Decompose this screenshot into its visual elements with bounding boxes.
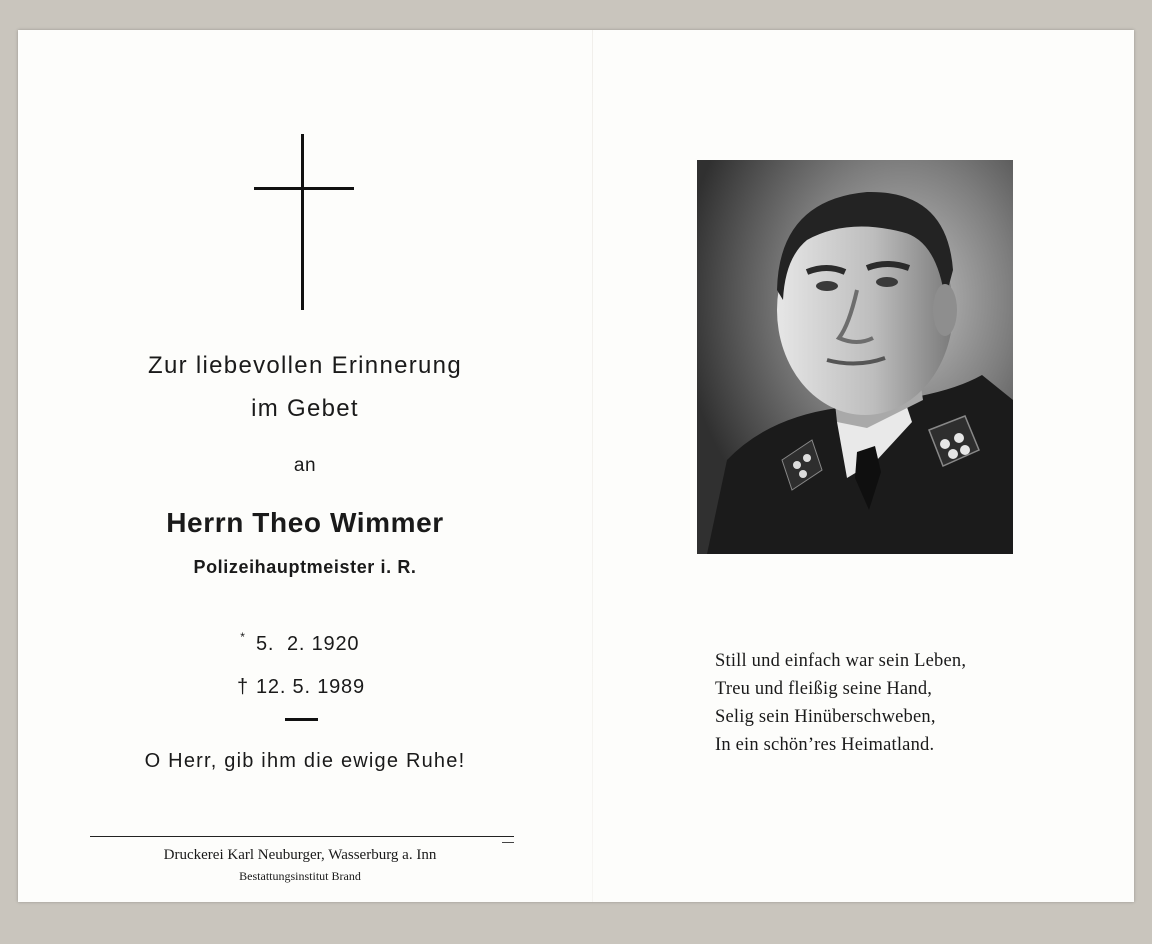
birth-date-row xyxy=(230,623,365,666)
death-date-row xyxy=(230,666,365,709)
to-line: an xyxy=(293,455,317,476)
birth-date: 5. 2. 1920 xyxy=(256,633,360,655)
poem-line: Treu und fleißig seine Hand, xyxy=(715,679,933,699)
portrait-illustration xyxy=(697,160,1013,554)
poem-line: Selig sein Hinüberschweben, xyxy=(715,707,936,727)
portrait-photo xyxy=(697,160,1013,554)
prayer-line: im Gebet xyxy=(251,395,359,422)
poem xyxy=(715,647,966,759)
poem-line: Still und einfach war sein Leben, xyxy=(715,651,967,671)
footer-rule xyxy=(90,836,514,837)
death-date: 12. 5. 1989 xyxy=(256,676,365,698)
printer-credit: Druckerei Karl Neuburger, Wasserburg a. Inn xyxy=(163,847,437,863)
death-dagger-icon: † xyxy=(237,676,249,698)
latin-cross-icon xyxy=(254,134,354,310)
poem-line: In ein schön’res Heimatland. xyxy=(715,735,935,755)
deceased-name: Herrn Theo Wimmer xyxy=(166,507,444,538)
birth-star-icon: * xyxy=(240,629,246,644)
deceased-rank: Polizeihauptmeister i. R. xyxy=(193,557,417,577)
footer-rule-tick xyxy=(502,842,514,843)
card-fold xyxy=(592,30,593,902)
memory-line: Zur liebevollen Erinnerung xyxy=(148,352,462,379)
undertaker-credit: Bestattungsinstitut Brand xyxy=(239,869,361,883)
memorial-card xyxy=(18,30,1134,902)
separator-dash xyxy=(285,718,318,721)
life-dates xyxy=(230,623,365,709)
rest-prayer: O Herr, gib ihm die ewige Ruhe! xyxy=(144,750,466,772)
